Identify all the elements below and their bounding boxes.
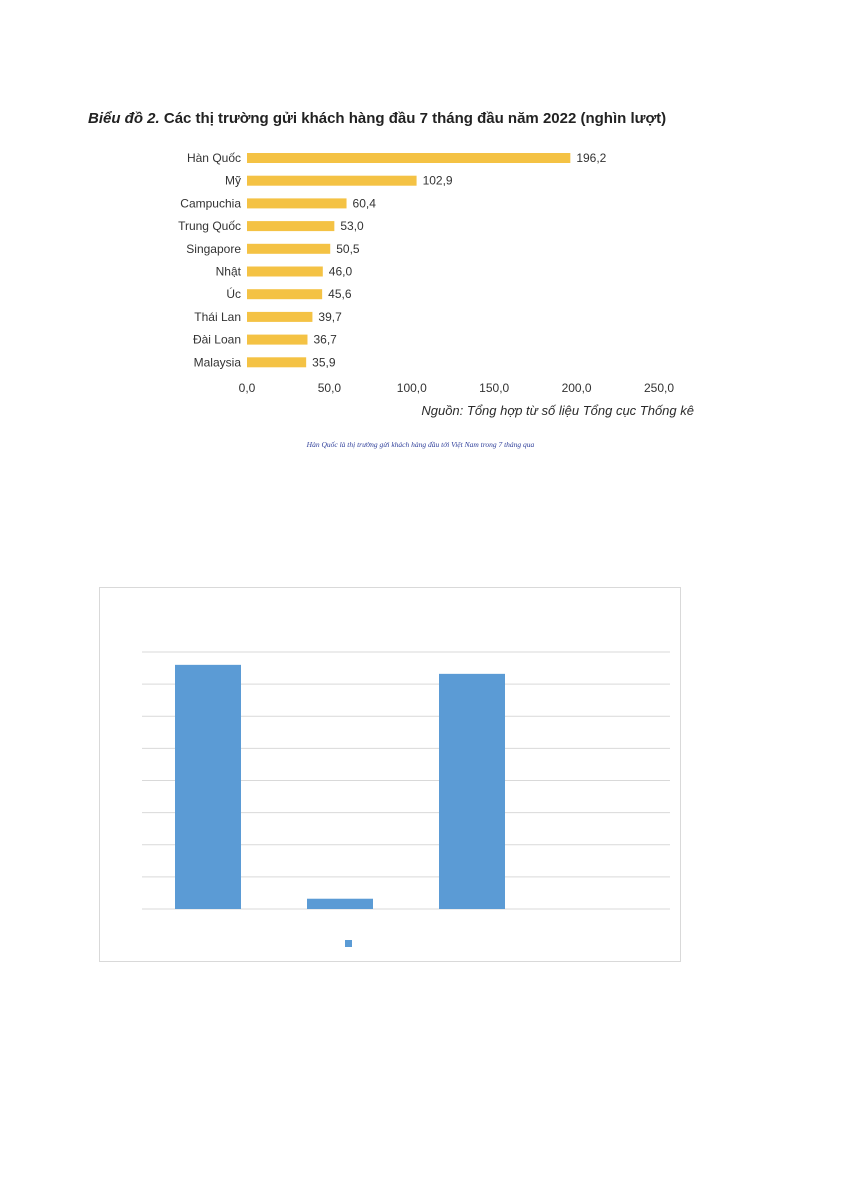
chart1-bar [247,267,323,277]
chart1-tick-label: 250,0 [643,381,675,395]
chart1-tick-label: 0,0 [238,381,256,395]
chart1-value-label: 36,7 [313,332,337,347]
chart2-svg [100,588,680,961]
chart1-title-rest: Các thị trường gửi khách hàng đầu 7 tháng đầu năm 2022 (nghìn lượt) [159,110,667,127]
chart1-value-label: 39,7 [318,309,342,324]
chart2-bar [439,674,505,909]
chart1-category-label: Mỹ [225,173,241,188]
chart1-bar [247,198,347,208]
chart1-tick-label: 150,0 [479,381,510,395]
chart1-source-note: Nguồn: Tổng hợp từ số liệu Tổng cục Thống kê [421,403,694,418]
chart1-bar [247,176,417,186]
chart1-value-label: 60,4 [352,196,376,211]
chart1-bar [247,357,306,367]
chart1-value-label: 53,0 [340,219,364,234]
chart1-bar [247,335,307,345]
chart1-category-label: Úc [226,287,241,302]
chart1-category-label: Singapore [186,241,241,256]
chart2-bar [307,899,373,909]
chart1-caption: Hàn Quốc là thị trường gửi khách hàng đầu tới Việt Nam trong 7 tháng qua [306,440,535,449]
chart1-value-label: 102,9 [422,173,453,188]
chart1-title-lead: Biểu đồ 2. [88,110,160,127]
chart1-svg [150,140,690,400]
chart1-bar [247,153,570,163]
chart1-category-label: Đài Loan [192,332,241,347]
chart1-value-label: 46,0 [328,264,353,279]
chart1-category-label: Campuchia [180,196,241,211]
chart1-bar [247,312,312,322]
chart1-title [88,110,666,127]
chart2-legend-swatch [345,940,352,947]
chart1-category-label: Nhật [215,264,241,279]
chart1-bar [247,221,334,231]
chart1-value-label: 35,9 [312,355,336,370]
chart2-frame [99,587,681,962]
chart1-category-label: Hàn Quốc [186,151,241,165]
chart1-bar [247,289,322,299]
chart1-bar [247,244,330,254]
chart1-value-label: 196,2 [576,151,607,165]
chart1-category-label: Malaysia [193,355,241,370]
chart1-tick-label: 50,0 [317,381,342,395]
chart2-bar [175,665,241,909]
chart1-tick-label: 200,0 [561,381,592,395]
chart1-value-label: 50,5 [336,241,360,256]
chart1-category-label: Thái Lan [194,309,241,324]
chart1-category-label: Trung Quốc [178,219,241,234]
chart1-tick-label: 100,0 [396,381,427,395]
chart1-value-label: 45,6 [328,287,352,302]
